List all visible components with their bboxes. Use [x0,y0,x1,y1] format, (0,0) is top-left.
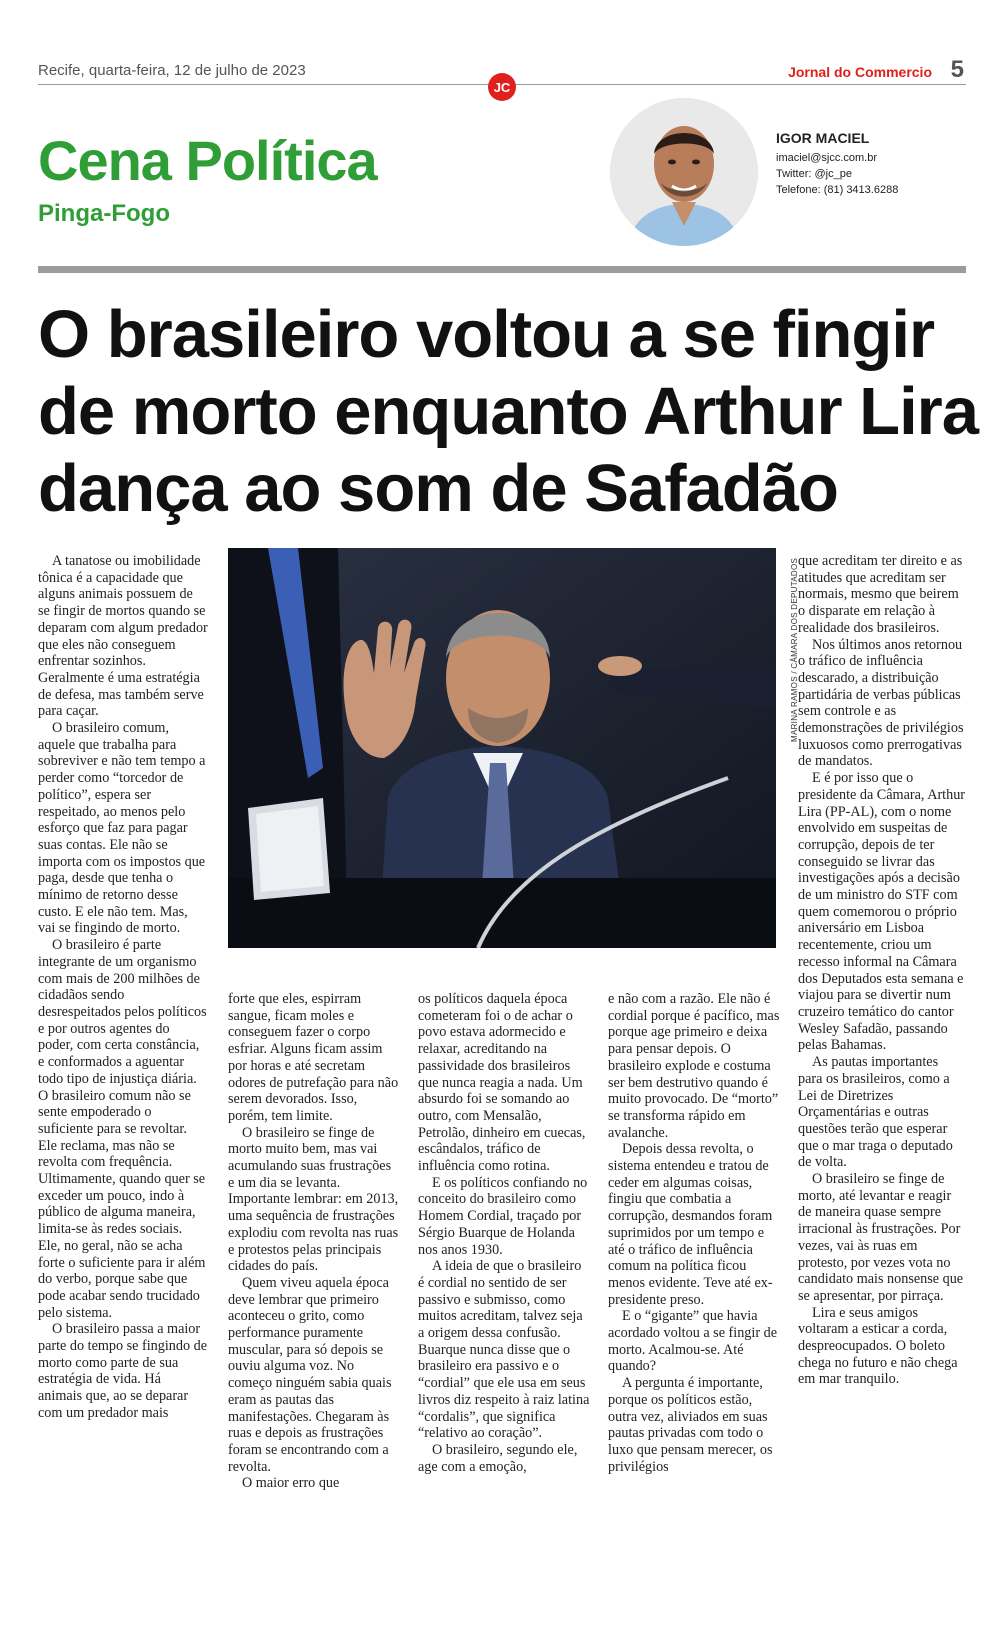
columnist-portrait [610,98,758,246]
paragraph: O maior erro que [242,1475,340,1492]
photo-credit-text: MARINA RAMOS / CÂMARA DOS DEPUTADOS [790,557,799,742]
paragraph: Quem viveu aquela época deve lembrar que primeiro aconteceu o grito, como performance puramente muscular, para só depois se ouviu alguma voz. No começo ninguém sabia quais eram as pautas das manifestações. Chegaram às ruas e depois as frustrações foram se encontrando com a revolta. [228,1274,392,1475]
paragraph: Depois dessa revolta, o sistema entendeu e tratou de ceder em algumas coisas, fingiu que combatia a corrupção, desmandos foram suprimidos por um tempo e até o tráfico de influência comum na política ficou menos evidente. Teve até ex-presidente preso. [608,1141,773,1308]
paragraph: O brasileiro se finge de morto muito bem, mas vai acumulando suas frustrações e um dia se levanta. Importante lembrar: em 2013, uma sequência de frustrações explodiu com revolta nas ruas e protestos pelas principais cidades do país. [228,1124,399,1275]
author-name: IGOR MACIEL [776,130,870,146]
article-photo [228,548,776,948]
photo-credit [778,552,799,742]
article-column-1 [38,553,208,1422]
paragraph: os políticos daquela época cometeram foi o de achar o povo estava adormecido e relaxar, acreditando na passividade dos brasileiros que nunca reagia a nada. Um absurdo foi se somando ao outro, com Mensalão, Petrolão, dinheiro em cuecas, escândalos, tráfico de influência como rotina. [418,991,586,1175]
paragraph: que acreditam ter direito e as atitudes que acreditam ser normais, mesmo que beirem o disparate em relação à realidade dos brasileiros. [798,553,963,636]
article-column-5 [798,553,966,1388]
paragraph: E é por isso que o presidente da Câmara, Arthur Lira (PP-AL), com o nome envolvido em suspeitas de corrupção, depois de ter conseguido se livrar das investigações após a decisão de um ministro do STF com quem comemorou o próprio aniversário em Lisboa recentemente, criou um recesso informal na Câmara dos Deputados esta semana e viajou para se divertir num cruzeiro temático do cantor Wesley Safadão, passando pelas Bahamas. [798,770,966,1054]
article-column-4 [608,991,780,1475]
paragraph: Lira e seus amigos voltaram a esticar a corda, despreocupados. O boleto chega no futuro e não chega em mar tranquilo. [798,1304,958,1388]
page-number: 5 [950,56,964,83]
article-column-2 [228,991,400,1492]
paragraph: O brasileiro, segundo ele, age com a emoção, [418,1441,578,1475]
headline: O brasileiro voltou a se fingir de morto enquanto Arthur Lira dança ao som de Safadão [38,297,979,526]
author-email[interactable]: imaciel@sjcc.com.br [776,152,878,164]
article-column-3 [418,991,590,1475]
paragraph: A pergunta é importante, porque os políticos estão, outra vez, aliviados em suas pautas privadas com todo o luxo que pensam merecer, os privilégios [608,1375,773,1475]
paragraph: O brasileiro comum, aquele que trabalha para sobreviver e não tem tempo a perder como “torcedor de político”, espera ser respeitado, ao menos pelo esforço que faz para pagar suas contas. Ele não se importa com os impostos que paga, desde que tenha o mínimo de retorno desse custo. E ele não tem. Mas, vai se fingindo de morto. [38,720,206,937]
paragraph: A tanatose ou imobilidade tônica é a capacidade que alguns animais possuem de se fingir de mortos quando se deparam com algum predador que eles não conseguem enfrentar sozinhos. Geralmente é uma estratégia de defesa, mas também serve para caçar. [38,553,208,720]
newspaper-name: Jornal do Commercio [788,64,932,80]
author-twitter: Twitter: @jc_pe [776,168,852,180]
author-box [776,130,898,198]
paragraph: O brasileiro é parte integrante de um organismo com mais de 200 milhões de cidadãos sendo desrespeitados pelos políticos e por outros agentes do poder, com certa constância, e conformados a aguentar todo tipo de injustiça diária. O brasileiro comum não se sente empoderado o suficiente para se revoltar. Ele reclama, mas não se revolta com frequência. Ultimamente, quando quer se exceder um pouco, indo à público de alguma maneira, limita-se às redes sociais. Ele, no geral, não se acha forte o suficiente para ir além do verbo, porque sabe que pode acabar sendo trucidado pelo sistema. [38,937,207,1321]
paragraph: A ideia de que o brasileiro é cordial no sentido de ser passivo e submisso, como muitos acreditam, talvez seja a origem dessa confusão. Buarque nunca disse que o brasileiro era passivo e o “cordial” que ele usa em seus livros diz respeito à raiz latina “cordalis”, que significa “relativo ao coração”. [418,1258,590,1442]
section-divider [38,266,966,273]
dateline: Recife, quarta-feira, 12 de julho de 2023 [38,62,306,79]
paragraph: E o “gigante” que havia acordado voltou a se fingir de morto. Acalmou-se. Até quando? [608,1308,778,1375]
section-title: Cena Política [38,129,377,192]
paragraph: O brasileiro passa a maior parte do tempo se fingindo de morto como parte de sua estratégia de vida. Há animais que, ao se deparar com um predador mais [38,1321,208,1421]
paragraph: e não com a razão. Ele não é cordial porque é pacífico, mas porque age primeiro e deixa para pensar depois. O brasileiro explode e costuma ser bem destrutivo quando é muito provocado. De “morto” se transforma rápido em avalanche. [608,991,780,1141]
paragraph: O brasileiro se finge de morto, até levantar e reagir de maneira quase sempre irracional às frustrações. Por vezes, vai às ruas em protesto, por vezes vota no candidato mais nonsense que se apresentar, por pirraça. [798,1171,964,1304]
author-phone: Telefone: (81) 3413.6288 [776,184,899,196]
paragraph: Nos últimos anos retornou o tráfico de influência descarado, a distribuição partidária de verbas públicas sem controle e as demonstrações de privilégios luxuosos como prerrogativas de mandatos. [798,636,964,770]
paragraph: forte que eles, espirram sangue, ficam moles e conseguem fazer o corpo esfriar. Alguns ficam assim por horas e até secretam odores de putrefação para não serem devorados. Isso, porém, tem limite. [228,991,399,1124]
jc-logo-badge: JC [488,73,516,101]
paragraph: E os políticos confiando no conceito do brasileiro como Homem Cordial, traçado por Sérgio Buarque de Holanda nos anos 1930. [418,1174,588,1258]
section-subtitle: Pinga-Fogo [38,200,170,227]
paragraph: As pautas importantes para os brasileiros, como a Lei de Diretrizes Orçamentárias e outras questões terão que esperar que o mar traga o deputado de volta. [798,1054,953,1171]
